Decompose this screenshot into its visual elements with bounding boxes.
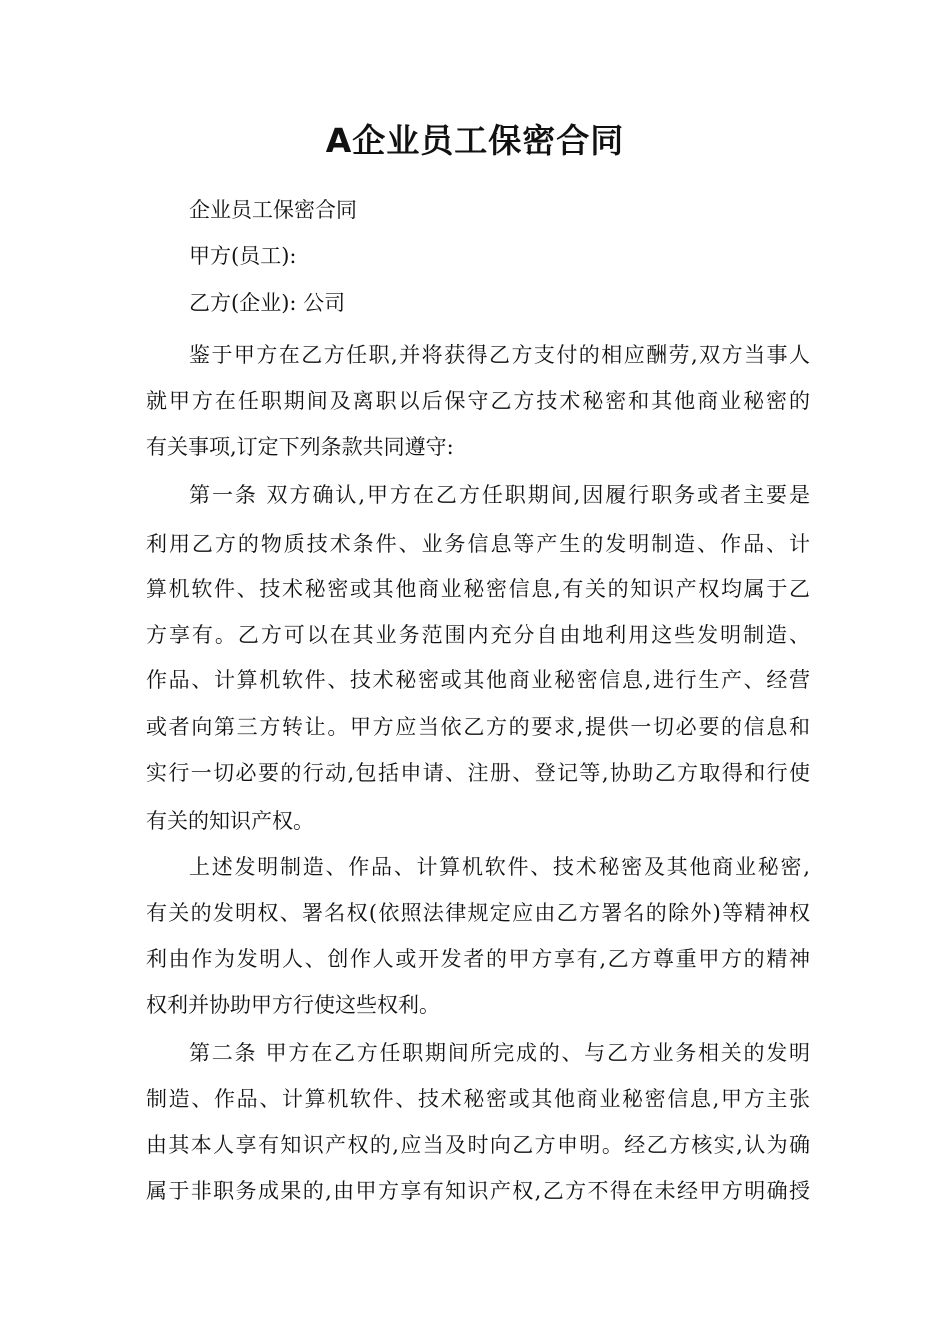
paragraph-line: 有关的知识产权。: [146, 809, 314, 833]
header-line-party-b: 乙方(企业): 公司: [189, 291, 346, 315]
paragraph-line: 第二条 甲方在乙方任职期间所完成的、与乙方业务相关的发明: [189, 1041, 810, 1065]
paragraph-line: 算机软件、技术秘密或其他商业秘密信息,有关的知识产权均属于乙: [146, 577, 810, 601]
paragraph-line: 实行一切必要的行动,包括申请、注册、登记等,协助乙方取得和行使: [146, 761, 810, 785]
header-line-title: 企业员工保密合同: [189, 198, 357, 222]
paragraph-line: 属于非职务成果的,由甲方享有知识产权,乙方不得在未经甲方明确授: [146, 1179, 810, 1203]
paragraph-line: 权利并协助甲方行使这些权利。: [146, 993, 440, 1017]
paragraph-line: 有关事项,订定下列条款共同遵守:: [146, 435, 454, 459]
paragraph-line: 方享有。乙方可以在其业务范围内充分自由地利用这些发明制造、: [146, 623, 810, 647]
paragraph-line: 利由作为发明人、创作人或开发者的甲方享有,乙方尊重甲方的精神: [146, 947, 810, 971]
header-line-party-a: 甲方(员工):: [189, 244, 297, 268]
paragraph-line: 利用乙方的物质技术条件、业务信息等产生的发明制造、作品、计: [146, 532, 810, 556]
paragraph-line: 第一条 双方确认,甲方在乙方任职期间,因履行职务或者主要是: [189, 483, 810, 507]
paragraph-line: 或者向第三方转让。甲方应当依乙方的要求,提供一切必要的信息和: [146, 715, 810, 739]
paragraph-line: 由其本人享有知识产权的,应当及时向乙方申明。经乙方核实,认为确: [146, 1133, 810, 1157]
paragraph-line: 就甲方在任职期间及离职以后保守乙方技术秘密和其他商业秘密的: [146, 389, 810, 413]
document-title: A企业员工保密合同: [325, 121, 625, 160]
paragraph-line: 上述发明制造、作品、计算机软件、技术秘密及其他商业秘密,: [189, 855, 810, 879]
paragraph-line: 制造、作品、计算机软件、技术秘密或其他商业秘密信息,甲方主张: [146, 1087, 810, 1111]
paragraph-line: 有关的发明权、署名权(依照法律规定应由乙方署名的除外)等精神权: [146, 901, 810, 925]
paragraph-line: 鉴于甲方在乙方任职,并将获得乙方支付的相应酬劳,双方当事人: [189, 343, 810, 367]
paragraph-line: 作品、计算机软件、技术秘密或其他商业秘密信息,进行生产、经营: [146, 668, 810, 692]
